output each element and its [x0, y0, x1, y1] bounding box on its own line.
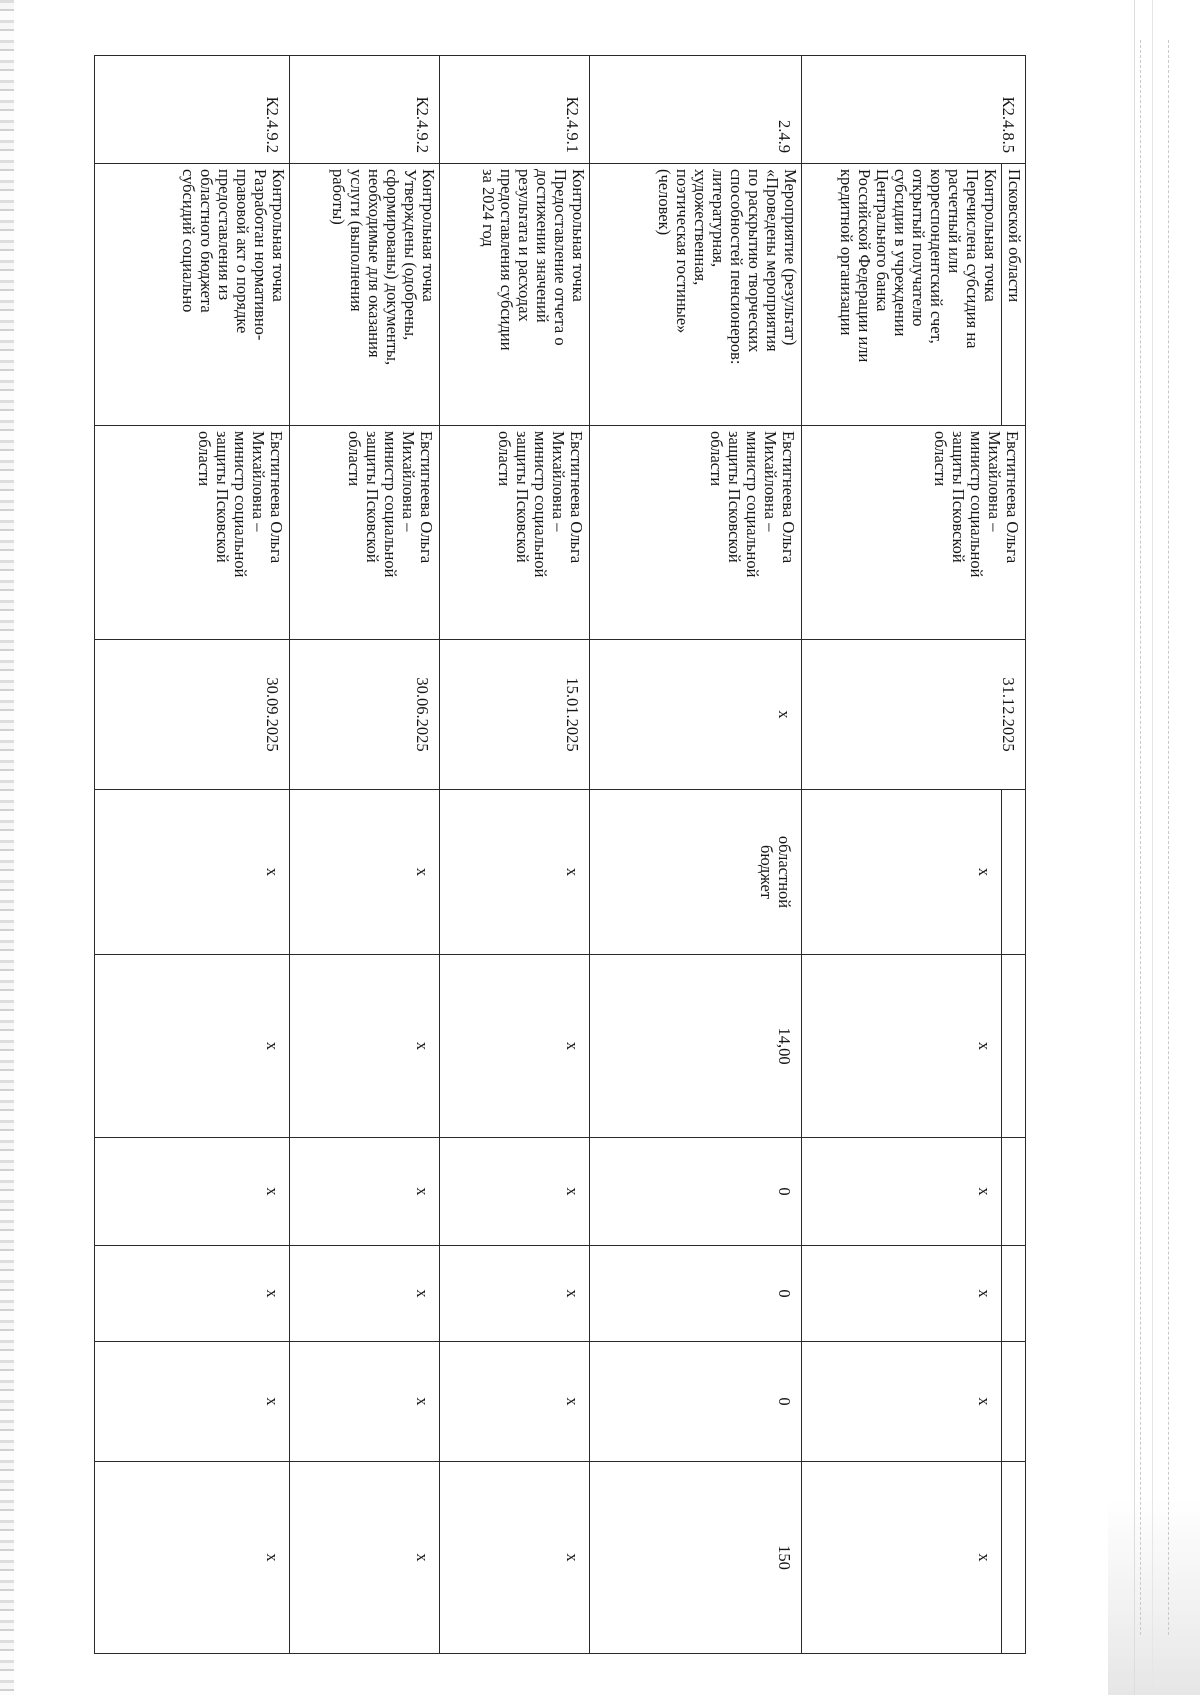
source-cell: х — [440, 790, 590, 955]
year2-cell: х — [440, 1246, 590, 1342]
row-code-cell: К2.4.9.2 — [290, 56, 440, 164]
row-code-cell: К2.4.9.1 — [440, 56, 590, 164]
source-cell: х — [802, 790, 1002, 955]
total-cell: х — [290, 955, 440, 1138]
table-row — [440, 56, 590, 1654]
continuation-cell: Псковской области — [1002, 164, 1026, 426]
row-code-cell: 2.4.9 — [590, 56, 802, 164]
year3-cell: х — [95, 1342, 290, 1462]
description-cell: Контрольная точка Предоставление отчета о достижении значений результата и расходах предоставления субсидии за 2024 год — [440, 164, 590, 426]
year1-cell: 0 — [590, 1138, 802, 1246]
year3-cell: 0 — [590, 1342, 802, 1462]
year4-cell: 150 — [590, 1462, 802, 1654]
year3-cell: х — [440, 1342, 590, 1462]
row-code-cell: К2.4.9.2 — [95, 56, 290, 164]
blank-cell — [1002, 1246, 1026, 1342]
table-row — [1002, 56, 1026, 1654]
year3-cell: х — [290, 1342, 440, 1462]
responsible-cell: Евстигнеева Ольга Михайловна – министр социальной защиты Псковской области — [290, 426, 440, 640]
scan-edge-left — [0, 0, 14, 1695]
year4-cell: х — [802, 1462, 1002, 1654]
total-cell: 14,00 — [590, 955, 802, 1138]
responsible-cell: Евстигнеева Ольга Михайловна – министр социальной защиты Псковской области — [802, 426, 1026, 640]
year2-cell: 0 — [590, 1246, 802, 1342]
row-code-cell: К2.4.8.5 — [802, 56, 1026, 164]
blank-cell — [1002, 790, 1026, 955]
source-cell: х — [290, 790, 440, 955]
blank-cell — [1002, 1138, 1026, 1246]
total-cell: х — [802, 955, 1002, 1138]
year4-cell: х — [290, 1462, 440, 1654]
date-cell: 15.01.2025 — [440, 640, 590, 790]
table-row — [95, 56, 290, 1654]
year1-cell: х — [440, 1138, 590, 1246]
responsible-cell: Евстигнеева Ольга Михайловна – министр социальной защиты Псковской области — [590, 426, 802, 640]
date-cell: 30.09.2025 — [95, 640, 290, 790]
year2-cell: х — [290, 1246, 440, 1342]
year4-cell: х — [95, 1462, 290, 1654]
table-row — [290, 56, 440, 1654]
year1-cell: х — [290, 1138, 440, 1246]
year1-cell: х — [95, 1138, 290, 1246]
year1-cell: х — [802, 1138, 1002, 1246]
rotated-table-page — [94, 55, 1026, 1653]
scan-artifact-line — [1168, 40, 1169, 1635]
date-cell: 30.06.2025 — [290, 640, 440, 790]
responsible-cell: Евстигнеева Ольга Михайловна – министр социальной защиты Псковской области — [440, 426, 590, 640]
source-cell: областной бюджет — [590, 790, 802, 955]
year4-cell: х — [440, 1462, 590, 1654]
table-row — [802, 56, 1002, 1654]
scan-edge-right — [1108, 0, 1200, 1695]
source-cell: х — [95, 790, 290, 955]
total-cell: х — [95, 955, 290, 1138]
blank-cell — [1002, 1462, 1026, 1654]
description-cell: Контрольная точка Перечислена субсидия на расчетный или корреспондентский счет, открытый получателю субсидии в учреждении Центрального банка Российской Федерации или кредитной организации — [802, 164, 1002, 426]
description-cell: Контрольная точка Утверждены (одобрены, сформированы) документы, необходимые для оказания услуги (выполнения работы) — [290, 164, 440, 426]
responsible-cell: Евстигнеева Ольга Михайловна – министр социальной защиты Псковской области — [95, 426, 290, 640]
scan-artifact-line — [1140, 40, 1141, 1635]
year2-cell: х — [95, 1246, 290, 1342]
description-cell: Контрольная точка Разработан нормативно- правовой акт о порядке предоставления из областного бюджета субсидий социально — [95, 164, 290, 426]
date-cell: 31.12.2025 — [802, 640, 1026, 790]
blank-cell — [1002, 1342, 1026, 1462]
measures-table — [94, 55, 1026, 1654]
year3-cell: х — [802, 1342, 1002, 1462]
date-cell: х — [590, 640, 802, 790]
table-row — [590, 56, 802, 1654]
year2-cell: х — [802, 1246, 1002, 1342]
blank-cell — [1002, 955, 1026, 1138]
total-cell: х — [440, 955, 590, 1138]
description-cell: Мероприятие (результат) «Проведены мероприятия по раскрытию творческих способностей пенсионеров: литературная, художественная, поэтическая гостиные» (человек) — [590, 164, 802, 426]
